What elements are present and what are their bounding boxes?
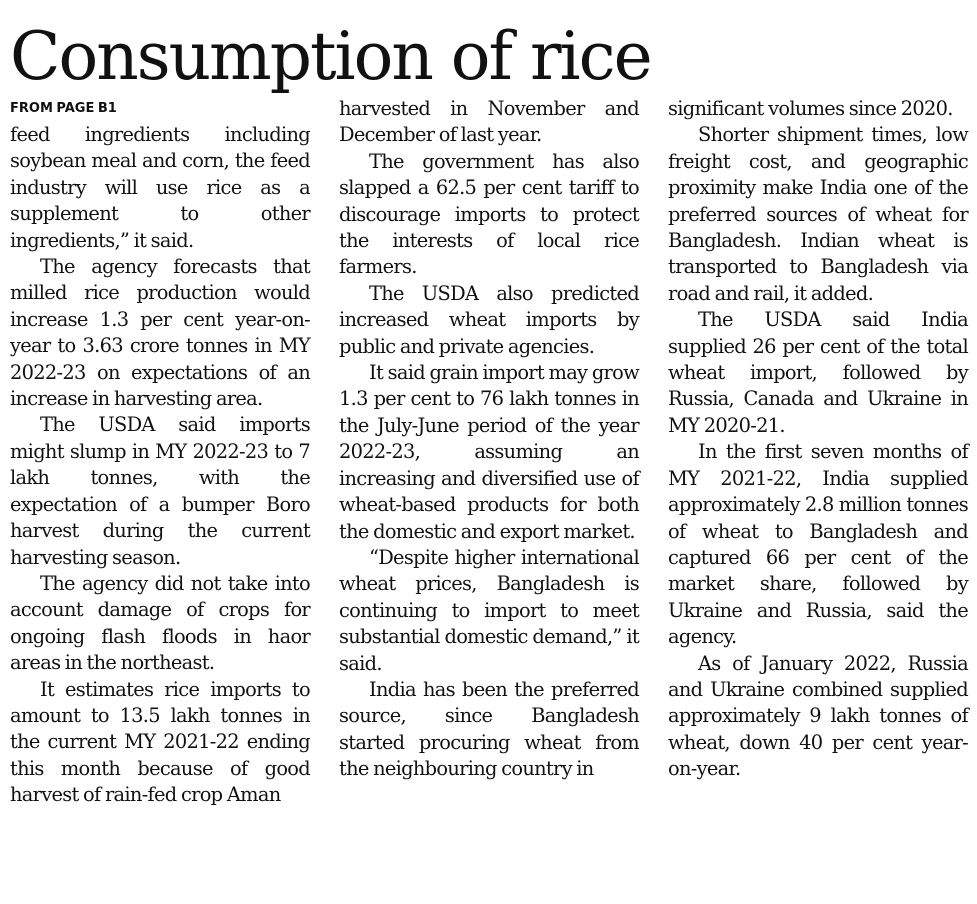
paragraph: As of January 2022, Russia and Ukraine combined supplied approximately 9 lakh tonnes of wheat, down 40 per cent year-on-year. bbox=[668, 651, 968, 781]
paragraph: significant volumes since 2020. bbox=[668, 97, 953, 120]
paragraph: The agency forecasts that milled rice production would increase 1.3 per cent year-on-year to 3.63 crore tonnes in MY 2022-23 on expectations of an increase in harvesting area. bbox=[10, 255, 310, 411]
paragraph: feed ingredients including soybean meal and corn, the feed industry will use rice as a supplement to other ingredients,” it said. bbox=[10, 123, 310, 252]
paragraph: The USDA said India supplied 26 per cent of the total wheat import, followed by Russia, Canada and Ukraine in MY 2020-21. bbox=[668, 308, 968, 437]
paragraph: harvested in November and December of last year. bbox=[339, 97, 639, 147]
continued-from-label: FROM PAGE B1 bbox=[10, 101, 117, 116]
paragraph: “Despite higher international wheat prices, Bangladesh is continuing to import to meet substantial domestic demand,” it said. bbox=[339, 545, 639, 675]
article-column-2 bbox=[339, 96, 639, 783]
paragraph: Shorter shipment times, low freight cost, and geographic proximity make India one of the preferred sources of wheat for Bangladesh. Indian wheat is transported to Bangladesh via road and rail, it added. bbox=[668, 123, 968, 305]
paragraph: It estimates rice imports to amount to 13.5 lakh tonnes in the current MY 2021-22 ending this month because of good harvest of rain-fed crop Aman bbox=[10, 677, 310, 807]
paragraph: The government has also slapped a 62.5 per cent tariff to discourage imports to protect the interests of local rice farmers. bbox=[339, 149, 639, 279]
paragraph: The agency did not take into account damage of crops for ongoing flash floods in haor areas in the northeast. bbox=[10, 571, 310, 675]
paragraph: It said grain import may grow 1.3 per cent to 76 lakh tonnes in the July-June period of the year 2022-23, assuming an increasing and diversified use of wheat-based products for both the domestic and export market. bbox=[339, 361, 639, 543]
paragraph: The USDA also predicted increased wheat imports by public and private agencies. bbox=[339, 281, 639, 358]
paragraph: India has been the preferred source, since Bangladesh started procuring wheat from the neighbouring country in bbox=[339, 677, 639, 781]
article-column-1 bbox=[10, 96, 310, 809]
headline: Consumption of rice bbox=[10, 18, 651, 95]
article-column-3 bbox=[668, 96, 968, 783]
paragraph: The USDA said imports might slump in MY 2022-23 to 7 lakh tonnes, with the expectation of a bumper Boro harvest during the current harvesting season. bbox=[10, 413, 310, 569]
paragraph: In the first seven months of MY 2021-22, India supplied approximately 2.8 million tonnes of wheat to Bangladesh and captured 66 per cent of the market share, followed by Ukraine and Russia, said the agency. bbox=[668, 440, 968, 649]
